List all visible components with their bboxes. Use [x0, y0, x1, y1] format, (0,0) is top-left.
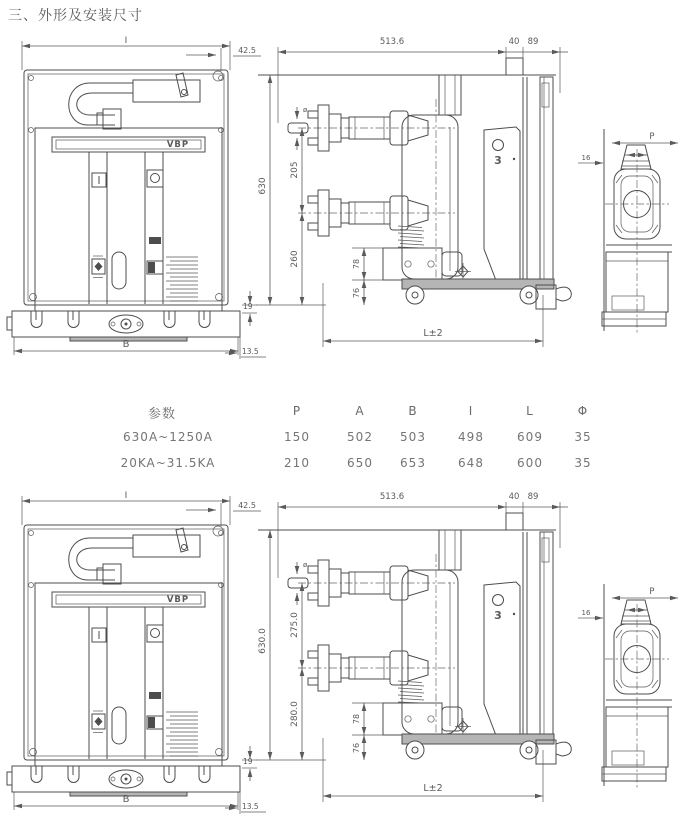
depth-dim-label: 513.6	[379, 37, 405, 47]
corner-offset-dim-label: 42.5	[238, 501, 256, 510]
table-cell: 648	[458, 456, 484, 470]
table-header-cell: A	[355, 404, 365, 418]
base-width-dim-label: B	[122, 339, 130, 350]
width-dim-label: I	[124, 491, 128, 501]
bracket-height-dim-label: 78	[352, 258, 361, 270]
nameplate-label: VBP	[166, 140, 190, 150]
table-cell: 600	[517, 456, 543, 470]
section-title: 三、外形及安装尺寸	[8, 8, 143, 24]
edge-offset-dim-label: 16	[581, 609, 591, 617]
table-cell: 150	[284, 430, 310, 444]
bracket-ground-dim-label: 76	[352, 742, 361, 754]
table-header-cell: I	[468, 404, 474, 418]
bracket-height-dim-label: 78	[352, 713, 361, 725]
nameplate-label: VBP	[166, 595, 190, 605]
lower-height-dim-label: 260	[290, 250, 300, 268]
lip-dim-label: 13.5	[242, 347, 259, 356]
bracket-ground-dim-label: 76	[352, 287, 361, 299]
table-cell: 498	[458, 430, 484, 444]
seat-height-dim-label: 19	[243, 757, 253, 766]
drawing-linework	[7, 496, 678, 814]
table-cell: 210	[284, 456, 310, 470]
hanger-width-dim-label: 40	[508, 37, 520, 47]
table-cell: 35	[574, 456, 592, 470]
width-dim-label: I	[124, 36, 128, 46]
pole-spacing-dim-label: 205	[290, 161, 300, 179]
table-header-cell: L	[526, 404, 534, 418]
dimension-drawing-top	[0, 33, 699, 383]
track-length-dim-label: L±2	[423, 328, 443, 339]
table-header-cell: P	[292, 404, 302, 418]
corner-offset-dim-label: 42.5	[238, 46, 256, 55]
lower-height-dim-label: 280.0	[290, 701, 300, 727]
part-callout-label: 3	[494, 154, 502, 167]
part-callout-label: 3	[494, 609, 502, 622]
drawing-linework	[7, 41, 678, 359]
dimension-labels-bottom	[123, 491, 655, 811]
track-length-dim-label: L±2	[423, 783, 443, 794]
table-cell: 609	[517, 430, 543, 444]
table-cell: 650	[347, 456, 373, 470]
height-dim-label: 630.0	[258, 628, 268, 654]
lip-dim-label: 13.5	[242, 802, 259, 811]
terminal-dia-symbol: ø	[303, 106, 308, 114]
table-header-cell: 参数	[147, 407, 177, 422]
dimension-drawing-bottom	[0, 488, 699, 836]
terminal-dia-symbol: ø	[303, 561, 308, 569]
table-header-cell: B	[408, 404, 418, 418]
table-cell: 653	[400, 456, 426, 470]
edge-offset-dim-label: 16	[581, 154, 591, 162]
pole-spacing-dim-label: 275.0	[290, 612, 300, 638]
table-cell: 20KA~31.5KA	[120, 456, 216, 470]
table-cell: 503	[400, 430, 426, 444]
table-cell: 630A~1250A	[123, 430, 213, 444]
seat-height-dim-label: 19	[243, 302, 253, 311]
base-width-dim-label: B	[122, 794, 130, 805]
rear-depth-dim-label: 89	[527, 492, 539, 502]
hanger-width-dim-label: 40	[508, 492, 520, 502]
dimension-labels-top	[123, 36, 655, 356]
pole-width-dim-label: P	[649, 132, 655, 142]
pole-width-dim-label: P	[649, 587, 655, 597]
table-header-cell: Φ	[577, 404, 589, 418]
rear-depth-dim-label: 89	[527, 37, 539, 47]
table-cell: 35	[574, 430, 592, 444]
height-dim-label: 630	[258, 177, 268, 195]
depth-dim-label: 513.6	[379, 492, 405, 502]
table-cell: 502	[347, 430, 373, 444]
